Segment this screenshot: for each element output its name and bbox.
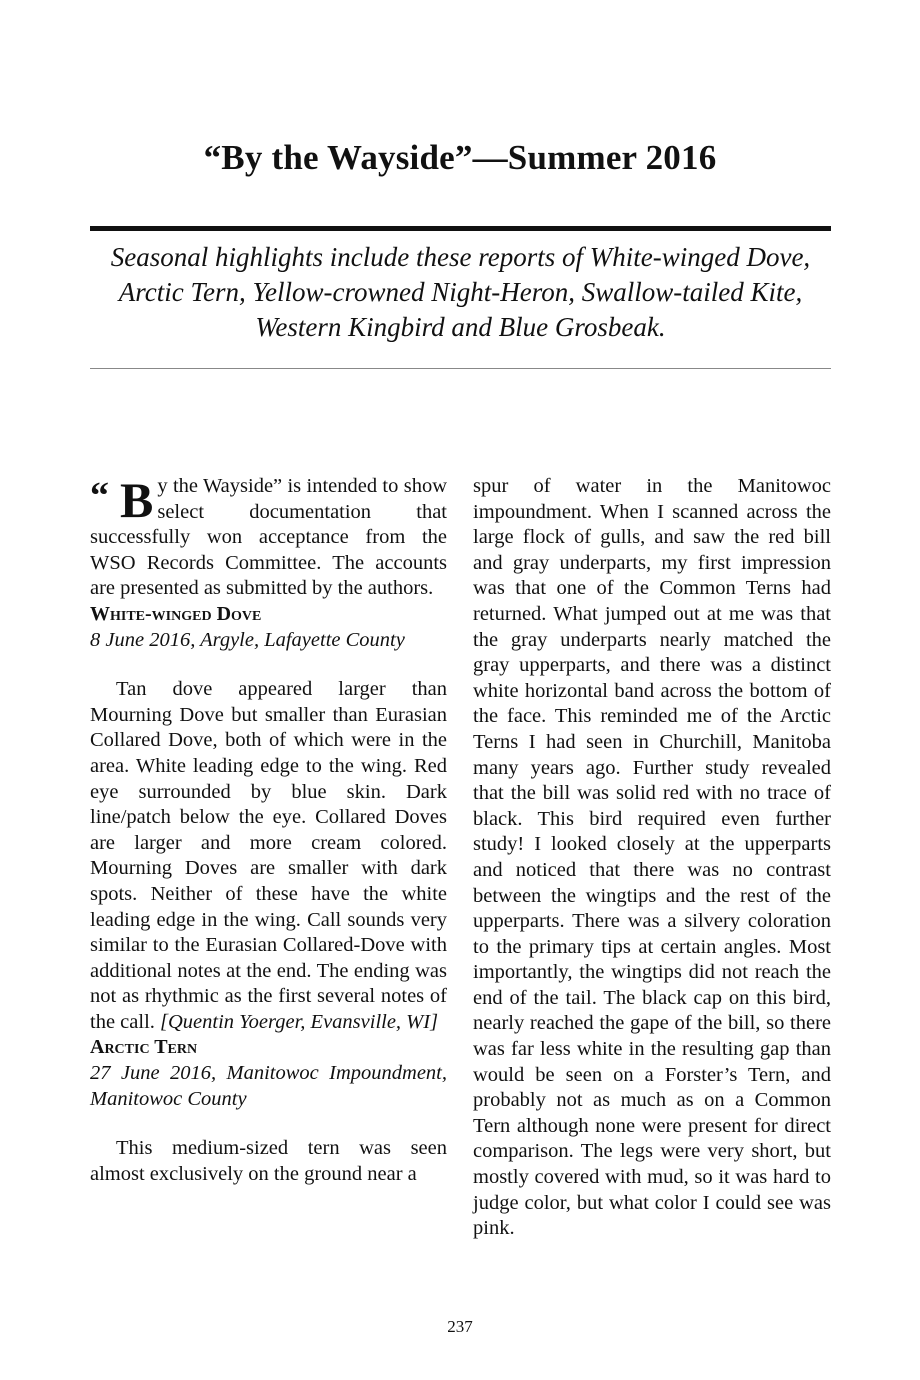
dove-body-text: Tan dove appeared larger than Mourning Dove but smaller than Eurasian Collared Dove, both of which were in the area. White leading edge to the wing. Red eye surrounded by blue skin. Dark line/patch below the eye. Collared Doves are larger and more cream colored. Mourning Doves are smaller with dark spots. Neither of these have the white leading edge in the wing. Call sounds very similar to the Eurasian Collared-Dove with additional notes at the end. The ending was not as rhythmic as the first several notes of the call.	[90, 678, 447, 1033]
left-column	[90, 474, 447, 1187]
section-body-arctic-tern-start: This medium-sized tern was seen almost exclusively on the ground near a	[90, 1137, 447, 1185]
section-heading-arctic-tern: Arctic Tern	[90, 1036, 198, 1059]
article-title: “By the Wayside”—Summer 2016	[203, 138, 717, 177]
section-body-white-winged-dove	[90, 677, 447, 1035]
drop-quote: “	[90, 475, 109, 517]
page-number: 237	[447, 1317, 473, 1336]
dove-attribution: [Quentin Yoerger, Evansville, WI]	[160, 1010, 439, 1033]
intro-text: y the Wayside” is intended to show select documentation that successfully won acceptance from the WSO Records Committee. The accounts are presented as submitted by the authors.	[90, 475, 447, 600]
subtitle-rule	[90, 368, 831, 369]
section-date-white-winged-dove: 8 June 2016, Argyle, Lafayette County	[90, 628, 405, 651]
article-subtitle: Seasonal highlights include these reports of White-winged Dove, Arctic Tern, Yellow-crowned Night-Heron, Swallow-tailed Kite, Western Kingbird and Blue Grosbeak.	[110, 242, 811, 342]
intro-paragraph	[90, 474, 447, 602]
section-heading-white-winged-dove: White-winged Dove	[90, 602, 262, 625]
title-rule	[90, 226, 831, 231]
drop-cap: B	[120, 472, 154, 528]
section-body-arctic-tern-continued: spur of water in the Manitowoc impoundment. When I scanned across the large flock of gulls, and saw the red bill and gray underparts, my first impression was that one of the Common Terns had returned. What jumped out at me was that the gray underparts nearly matched the gray upperparts, and there was a distinct white horizontal band across the bottom of the face. This reminded me of the Arctic Terns I had seen in Churchill, Manitoba many years ago. Further study revealed that the bill was solid red with no trace of black. This bird required even further study! I looked closely at the upperparts and noticed that there was no contrast between the wingtips and the rest of the upperparts. There was a silvery coloration to the primary tips at certain angles. Most importantly, the wingtips did not reach the end of the tail. The black cap on this bird, nearly reached the gape of the bill, so there was far less white in the resulting gap than would be seen on a Forster’s Tern, and probably not as much as on a Common Tern although none were present for direct comparison. The legs were very short, but mostly covered with mud, so it was hard to judge color, but what color I could see was pink.	[473, 475, 831, 1240]
right-column	[473, 474, 831, 1242]
section-date-arctic-tern: 27 June 2016, Manitowoc Impoundment, Manitowoc County	[90, 1062, 447, 1110]
